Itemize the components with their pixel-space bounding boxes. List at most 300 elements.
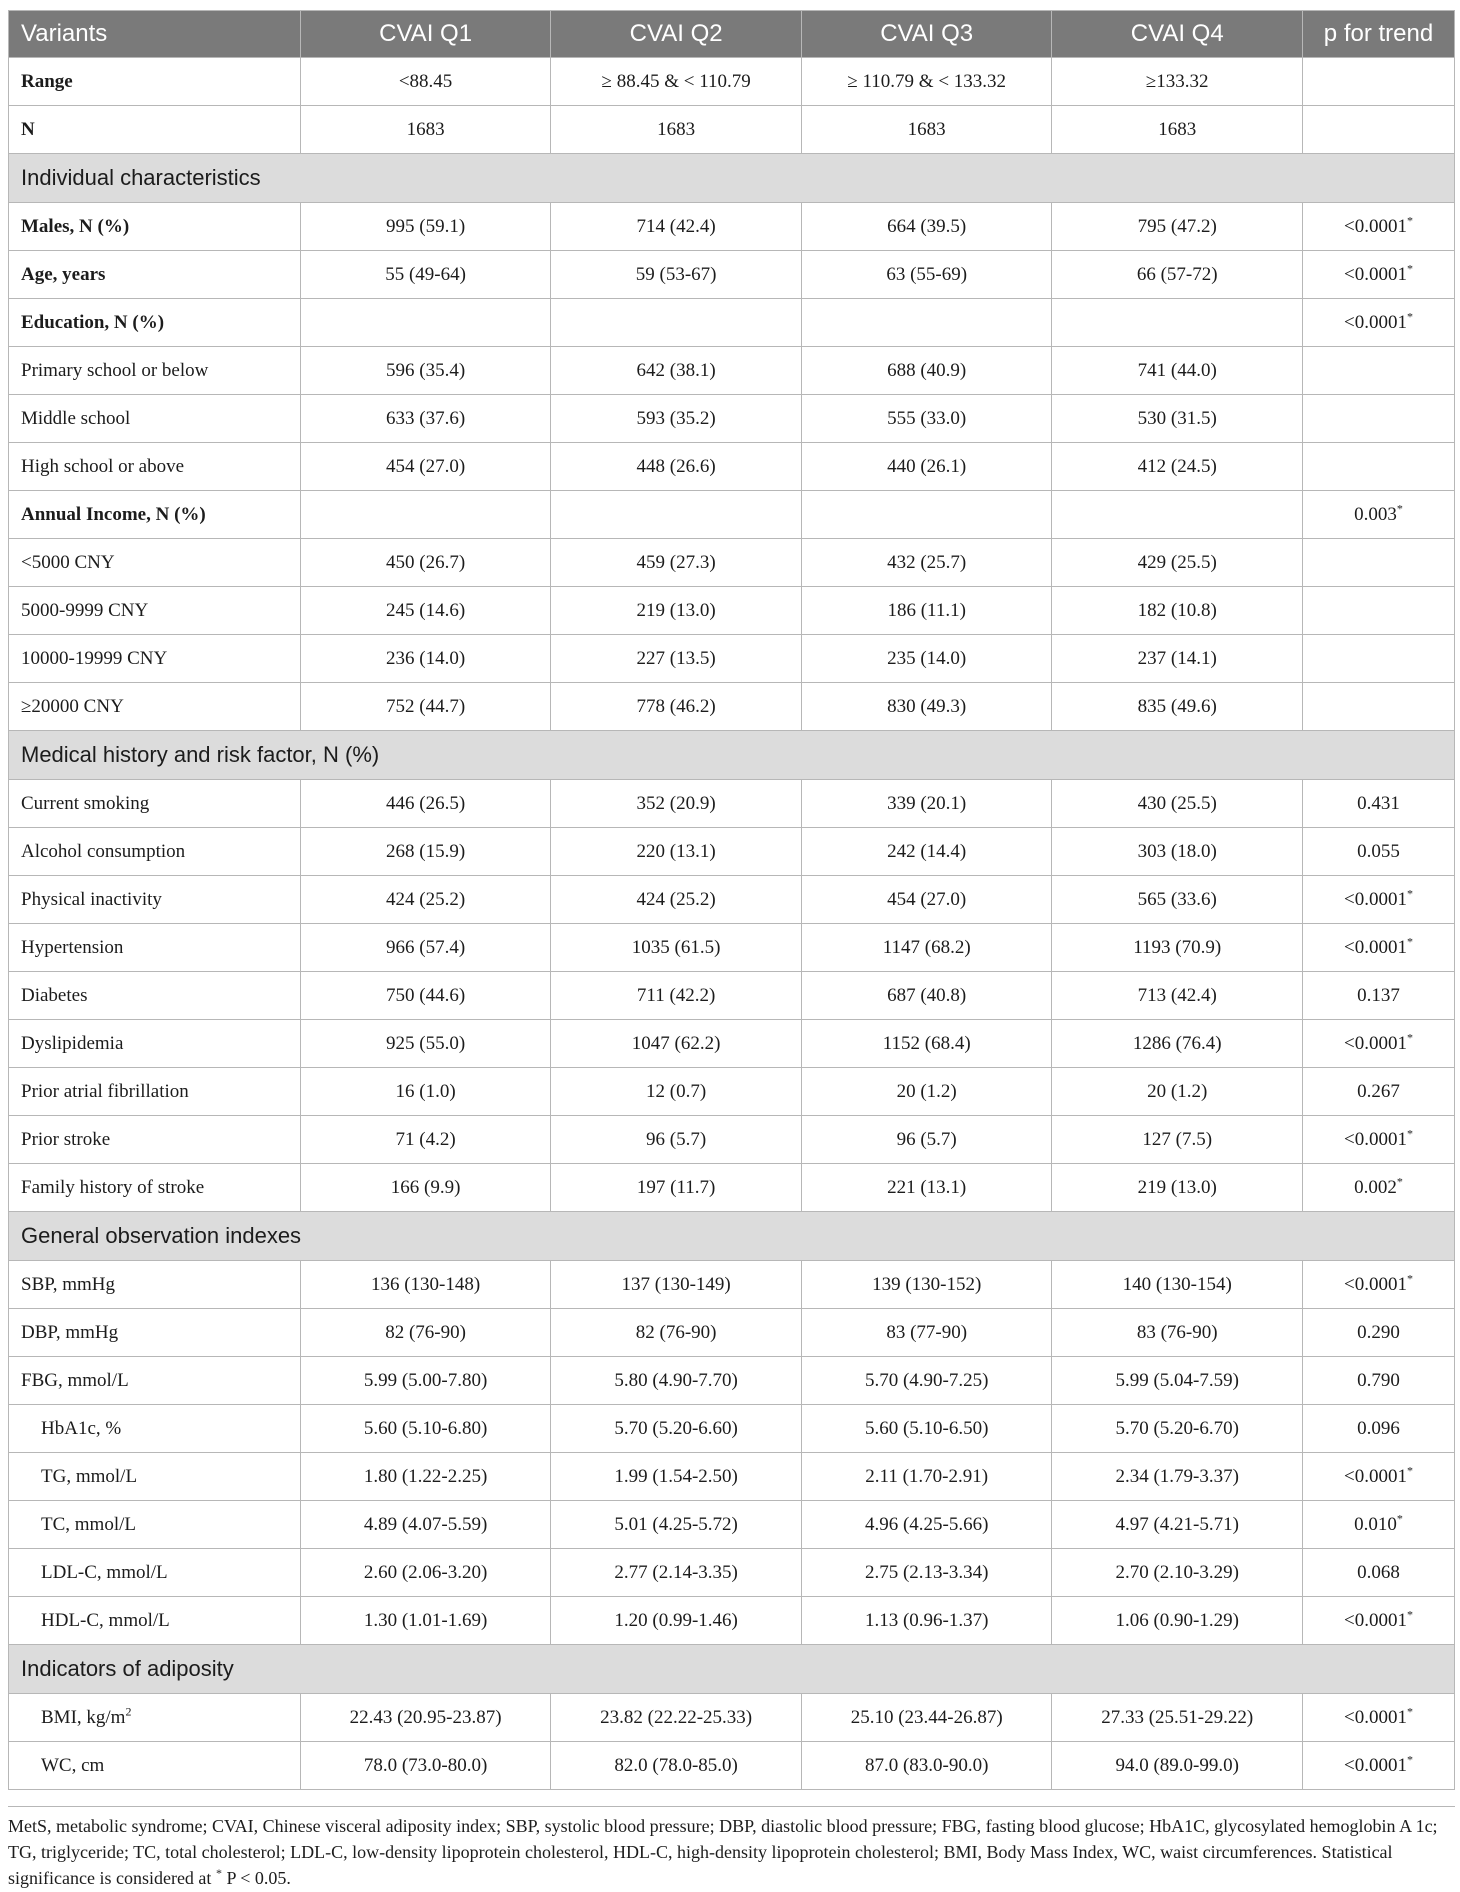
cell-cvai-q1: 1683 [300, 106, 551, 154]
section-header-row [9, 1212, 1455, 1261]
row-label-text: Range [21, 70, 73, 92]
cell-cvai-q4: ≥133.32 [1052, 58, 1303, 106]
row-label-text: Middle school [21, 407, 131, 429]
cell-p-for-trend [1303, 876, 1455, 924]
cell-cvai-q3: 830 (49.3) [801, 683, 1052, 731]
table-row [9, 1261, 1455, 1309]
cell-cvai-q4: 1.06 (0.90-1.29) [1052, 1597, 1303, 1645]
cell-cvai-q1: 5.99 (5.00-7.80) [300, 1357, 551, 1405]
cell-cvai-q2: 23.82 (22.22-25.33) [551, 1694, 802, 1742]
significance-marker: * [1406, 309, 1413, 324]
cell-cvai-q1: 1.80 (1.22-2.25) [300, 1453, 551, 1501]
row-label [9, 491, 301, 539]
cell-cvai-q2: 459 (27.3) [551, 539, 802, 587]
cell-cvai-q4: 127 (7.5) [1052, 1116, 1303, 1164]
cell-cvai-q2: 1047 (62.2) [551, 1020, 802, 1068]
cell-cvai-q1: 166 (9.9) [300, 1164, 551, 1212]
row-label [9, 587, 301, 635]
cell-p-for-trend [1303, 1261, 1455, 1309]
cell-cvai-q4: 140 (130-154) [1052, 1261, 1303, 1309]
row-label-text: Annual Income, N (%) [21, 503, 206, 525]
table-row [9, 587, 1455, 635]
cell-cvai-q1 [300, 299, 551, 347]
row-label-text: 5000-9999 CNY [21, 599, 149, 621]
cell-p-for-trend [1303, 1549, 1455, 1597]
cell-cvai-q4: 2.70 (2.10-3.29) [1052, 1549, 1303, 1597]
cell-cvai-q1: 82 (76-90) [300, 1309, 551, 1357]
row-label [9, 1116, 301, 1164]
cell-cvai-q4: 83 (76-90) [1052, 1309, 1303, 1357]
cell-cvai-q1: 136 (130-148) [300, 1261, 551, 1309]
row-label [9, 1694, 301, 1742]
p-value: <0.0001 [1344, 215, 1407, 237]
cell-cvai-q1: 22.43 (20.95-23.87) [300, 1694, 551, 1742]
row-label [9, 395, 301, 443]
section-header-row [9, 154, 1455, 203]
row-label [9, 972, 301, 1020]
row-label-text: Physical inactivity [21, 888, 162, 910]
table-row [9, 106, 1455, 154]
table-row [9, 347, 1455, 395]
row-label [9, 780, 301, 828]
table-row [9, 683, 1455, 731]
cell-cvai-q4: 237 (14.1) [1052, 635, 1303, 683]
row-label-text: Family history of stroke [21, 1176, 205, 1198]
cell-cvai-q2: 137 (130-149) [551, 1261, 802, 1309]
cell-p-for-trend [1303, 1068, 1455, 1116]
p-value: <0.0001 [1344, 263, 1407, 285]
cell-p-for-trend [1303, 1694, 1455, 1742]
cell-p-for-trend [1303, 1357, 1455, 1405]
table-row [9, 1549, 1455, 1597]
cell-cvai-q3: 139 (130-152) [801, 1261, 1052, 1309]
cell-cvai-q3: 242 (14.4) [801, 828, 1052, 876]
row-label [9, 1309, 301, 1357]
p-value: <0.0001 [1344, 936, 1407, 958]
footnote-significance-marker: * [215, 1866, 222, 1880]
row-label-superscript: 2 [125, 1704, 132, 1719]
section-title: Indicators of adiposity [9, 1645, 1455, 1694]
cell-cvai-q3: 235 (14.0) [801, 635, 1052, 683]
cell-cvai-q2: 219 (13.0) [551, 587, 802, 635]
row-label [9, 1501, 301, 1549]
table-row [9, 299, 1455, 347]
table-row [9, 1164, 1455, 1212]
cell-cvai-q1: <88.45 [300, 58, 551, 106]
p-value: <0.0001 [1344, 888, 1407, 910]
significance-marker: * [1396, 501, 1403, 516]
cell-p-for-trend [1303, 780, 1455, 828]
significance-marker: * [1396, 1174, 1403, 1189]
table-row [9, 972, 1455, 1020]
cell-cvai-q4 [1052, 299, 1303, 347]
table-row [9, 876, 1455, 924]
cell-cvai-q3: 1683 [801, 106, 1052, 154]
cell-cvai-q4: 66 (57-72) [1052, 251, 1303, 299]
row-label [9, 251, 301, 299]
row-label-text: SBP, mmHg [21, 1273, 115, 1295]
row-label-text: Current smoking [21, 792, 150, 814]
cell-p-for-trend [1303, 251, 1455, 299]
row-label [9, 1357, 301, 1405]
cell-cvai-q3: ≥ 110.79 & < 133.32 [801, 58, 1052, 106]
cell-cvai-q3: 186 (11.1) [801, 587, 1052, 635]
row-label [9, 539, 301, 587]
table-row [9, 1742, 1455, 1790]
row-label [9, 828, 301, 876]
table-row [9, 1501, 1455, 1549]
row-label-text: N [21, 118, 35, 140]
footnote-text: MetS, metabolic syndrome; CVAI, Chinese visceral adiposity index; SBP, systolic blood pressure; DBP, diastolic blood pressure; FBG, fasting blood glucose; HbA1C, glycosylated hemoglobin A 1c; TG, triglyceride; TC, total cholesterol; LDL-C, low-density lipoprotein cholesterol, HDL-C, high-density lipoprotein cholesterol; BMI, Body Mass Index, WC, waist circumferences. Statistical significance is considered at [8, 1816, 1438, 1888]
cell-cvai-q1: 55 (49-64) [300, 251, 551, 299]
cell-cvai-q2 [551, 491, 802, 539]
cell-p-for-trend [1303, 1453, 1455, 1501]
cell-p-for-trend [1303, 924, 1455, 972]
cell-cvai-q4: 795 (47.2) [1052, 203, 1303, 251]
p-value: <0.0001 [1344, 1128, 1407, 1150]
cell-cvai-q2: 5.01 (4.25-5.72) [551, 1501, 802, 1549]
cell-cvai-q3: 83 (77-90) [801, 1309, 1052, 1357]
cell-cvai-q1 [300, 491, 551, 539]
cell-cvai-q4: 219 (13.0) [1052, 1164, 1303, 1212]
significance-marker: * [1406, 934, 1413, 949]
header-cvai-q2: CVAI Q2 [551, 11, 802, 58]
cell-p-for-trend [1303, 203, 1455, 251]
cell-cvai-q1: 966 (57.4) [300, 924, 551, 972]
cell-cvai-q4: 430 (25.5) [1052, 780, 1303, 828]
cell-cvai-q2: 448 (26.6) [551, 443, 802, 491]
cell-cvai-q2: 714 (42.4) [551, 203, 802, 251]
cell-cvai-q1: 750 (44.6) [300, 972, 551, 1020]
cell-cvai-q2: 352 (20.9) [551, 780, 802, 828]
cell-p-for-trend [1303, 1405, 1455, 1453]
table-footnote [8, 1806, 1455, 1891]
cell-cvai-q3: 87.0 (83.0-90.0) [801, 1742, 1052, 1790]
baseline-characteristics-table [8, 10, 1455, 1790]
cell-cvai-q2: 82 (76-90) [551, 1309, 802, 1357]
cell-cvai-q1: 1.30 (1.01-1.69) [300, 1597, 551, 1645]
row-label [9, 106, 301, 154]
cell-cvai-q3: 687 (40.8) [801, 972, 1052, 1020]
cell-cvai-q3: 2.11 (1.70-2.91) [801, 1453, 1052, 1501]
significance-marker: * [1396, 1511, 1403, 1526]
cell-cvai-q3: 664 (39.5) [801, 203, 1052, 251]
row-label [9, 1164, 301, 1212]
cell-p-for-trend [1303, 539, 1455, 587]
section-title: General observation indexes [9, 1212, 1455, 1261]
row-label-text: WC, cm [41, 1754, 105, 1776]
table-row [9, 1453, 1455, 1501]
cell-cvai-q1: 5.60 (5.10-6.80) [300, 1405, 551, 1453]
row-label-text: 10000-19999 CNY [21, 647, 168, 669]
cell-cvai-q1: 16 (1.0) [300, 1068, 551, 1116]
row-label-text: Males, N (%) [21, 215, 130, 237]
p-value: 0.790 [1357, 1369, 1400, 1391]
cell-cvai-q3: 5.70 (4.90-7.25) [801, 1357, 1052, 1405]
cell-cvai-q1: 4.89 (4.07-5.59) [300, 1501, 551, 1549]
cell-p-for-trend [1303, 491, 1455, 539]
cell-cvai-q3: 4.96 (4.25-5.66) [801, 1501, 1052, 1549]
cell-p-for-trend [1303, 347, 1455, 395]
table-row [9, 780, 1455, 828]
cell-p-for-trend [1303, 1116, 1455, 1164]
cell-p-for-trend [1303, 106, 1455, 154]
row-label [9, 635, 301, 683]
row-label-text: Prior atrial fibrillation [21, 1080, 189, 1102]
row-label-text: Primary school or below [21, 359, 209, 381]
significance-marker: * [1406, 1704, 1413, 1719]
cell-cvai-q1: 2.60 (2.06-3.20) [300, 1549, 551, 1597]
cell-cvai-q2: 1035 (61.5) [551, 924, 802, 972]
cell-cvai-q4: 27.33 (25.51-29.22) [1052, 1694, 1303, 1742]
cell-cvai-q1: 245 (14.6) [300, 587, 551, 635]
significance-marker: * [1406, 213, 1413, 228]
cell-cvai-q4: 412 (24.5) [1052, 443, 1303, 491]
cell-cvai-q2: 5.80 (4.90-7.70) [551, 1357, 802, 1405]
row-label [9, 1261, 301, 1309]
p-value: <0.0001 [1344, 1465, 1407, 1487]
cell-cvai-q3: 339 (20.1) [801, 780, 1052, 828]
cell-cvai-q1: 71 (4.2) [300, 1116, 551, 1164]
table-body [9, 58, 1455, 1790]
header-p-for-trend: p for trend [1303, 11, 1455, 58]
cell-cvai-q4: 20 (1.2) [1052, 1068, 1303, 1116]
row-label [9, 1597, 301, 1645]
cell-cvai-q4: 4.97 (4.21-5.71) [1052, 1501, 1303, 1549]
row-label [9, 1453, 301, 1501]
cell-cvai-q2: 220 (13.1) [551, 828, 802, 876]
table-row [9, 1309, 1455, 1357]
cell-p-for-trend [1303, 587, 1455, 635]
p-value: <0.0001 [1344, 1706, 1407, 1728]
header-cvai-q1: CVAI Q1 [300, 11, 551, 58]
p-value: <0.0001 [1344, 311, 1407, 333]
cell-p-for-trend [1303, 635, 1455, 683]
cell-cvai-q2: 1.99 (1.54-2.50) [551, 1453, 802, 1501]
section-header-row [9, 731, 1455, 780]
p-value: 0.290 [1357, 1321, 1400, 1343]
row-label [9, 203, 301, 251]
significance-marker: * [1406, 1752, 1413, 1767]
table-row [9, 924, 1455, 972]
row-label [9, 1405, 301, 1453]
significance-marker: * [1406, 1126, 1413, 1141]
cell-cvai-q1: 454 (27.0) [300, 443, 551, 491]
row-label [9, 924, 301, 972]
p-value: <0.0001 [1344, 1273, 1407, 1295]
table-row [9, 395, 1455, 443]
cell-cvai-q4: 429 (25.5) [1052, 539, 1303, 587]
row-label-text: ≥20000 CNY [21, 695, 124, 717]
cell-cvai-q2: 1.20 (0.99-1.46) [551, 1597, 802, 1645]
table-row [9, 1694, 1455, 1742]
table-row [9, 491, 1455, 539]
cell-cvai-q4: 1683 [1052, 106, 1303, 154]
cell-p-for-trend [1303, 58, 1455, 106]
cell-cvai-q1: 424 (25.2) [300, 876, 551, 924]
cell-p-for-trend [1303, 1020, 1455, 1068]
cell-cvai-q2: 96 (5.7) [551, 1116, 802, 1164]
cell-cvai-q4: 530 (31.5) [1052, 395, 1303, 443]
footnote-text-end: P < 0.05. [221, 1868, 291, 1888]
cell-p-for-trend [1303, 395, 1455, 443]
p-value: <0.0001 [1344, 1754, 1407, 1776]
row-label-text: FBG, mmol/L [21, 1369, 129, 1391]
row-label-text: High school or above [21, 455, 185, 477]
significance-marker: * [1406, 886, 1413, 901]
p-value: 0.096 [1357, 1417, 1400, 1439]
cell-p-for-trend [1303, 1501, 1455, 1549]
characteristics-table-container [8, 10, 1455, 1790]
row-label [9, 876, 301, 924]
cell-cvai-q3 [801, 491, 1052, 539]
table-row [9, 251, 1455, 299]
table-row [9, 1068, 1455, 1116]
cell-cvai-q1: 236 (14.0) [300, 635, 551, 683]
row-label-text: TC, mmol/L [41, 1513, 136, 1535]
row-label-text: TG, mmol/L [41, 1465, 138, 1487]
row-label-text: DBP, mmHg [21, 1321, 119, 1343]
cell-cvai-q3: 25.10 (23.44-26.87) [801, 1694, 1052, 1742]
row-label [9, 58, 301, 106]
cell-cvai-q1: 78.0 (73.0-80.0) [300, 1742, 551, 1790]
header-cvai-q4: CVAI Q4 [1052, 11, 1303, 58]
section-header-row [9, 1645, 1455, 1694]
significance-marker: * [1406, 1271, 1413, 1286]
cell-cvai-q3: 63 (55-69) [801, 251, 1052, 299]
row-label-text: LDL-C, mmol/L [41, 1561, 168, 1583]
p-value: <0.0001 [1344, 1609, 1407, 1631]
p-value: 0.137 [1357, 984, 1400, 1006]
p-value: 0.068 [1357, 1561, 1400, 1583]
cell-cvai-q3: 688 (40.9) [801, 347, 1052, 395]
row-label-text: Hypertension [21, 936, 124, 958]
cell-p-for-trend [1303, 1742, 1455, 1790]
cell-cvai-q2: 424 (25.2) [551, 876, 802, 924]
cell-cvai-q2: 59 (53-67) [551, 251, 802, 299]
cell-cvai-q3: 96 (5.7) [801, 1116, 1052, 1164]
cell-cvai-q2: 197 (11.7) [551, 1164, 802, 1212]
row-label [9, 1020, 301, 1068]
table-row [9, 1020, 1455, 1068]
row-label-text: HbA1c, % [41, 1417, 122, 1439]
row-label-text: Dyslipidemia [21, 1032, 124, 1054]
significance-marker: * [1406, 1463, 1413, 1478]
table-row [9, 539, 1455, 587]
cell-cvai-q3: 221 (13.1) [801, 1164, 1052, 1212]
cell-cvai-q4: 94.0 (89.0-99.0) [1052, 1742, 1303, 1790]
row-label-text: Age, years [21, 263, 106, 285]
cell-cvai-q1: 446 (26.5) [300, 780, 551, 828]
cell-cvai-q4: 713 (42.4) [1052, 972, 1303, 1020]
cell-cvai-q3: 1152 (68.4) [801, 1020, 1052, 1068]
cell-cvai-q3: 1.13 (0.96-1.37) [801, 1597, 1052, 1645]
cell-p-for-trend [1303, 299, 1455, 347]
cell-cvai-q4: 303 (18.0) [1052, 828, 1303, 876]
row-label-text: <5000 CNY [21, 551, 115, 573]
cell-p-for-trend [1303, 683, 1455, 731]
significance-marker: * [1406, 261, 1413, 276]
cell-cvai-q3: 5.60 (5.10-6.50) [801, 1405, 1052, 1453]
cell-cvai-q4: 565 (33.6) [1052, 876, 1303, 924]
table-row [9, 828, 1455, 876]
cell-cvai-q2: ≥ 88.45 & < 110.79 [551, 58, 802, 106]
cell-p-for-trend [1303, 1597, 1455, 1645]
p-value: 0.431 [1357, 792, 1400, 814]
row-label-text: HDL-C, mmol/L [41, 1609, 170, 1631]
table-header-row [9, 11, 1455, 58]
cell-cvai-q1: 596 (35.4) [300, 347, 551, 395]
table-row [9, 1357, 1455, 1405]
p-value: 0.055 [1357, 840, 1400, 862]
cell-cvai-q3: 440 (26.1) [801, 443, 1052, 491]
cell-p-for-trend [1303, 1164, 1455, 1212]
cell-cvai-q4: 182 (10.8) [1052, 587, 1303, 635]
cell-cvai-q2: 1683 [551, 106, 802, 154]
p-value: 0.003 [1354, 503, 1397, 525]
cell-cvai-q4: 835 (49.6) [1052, 683, 1303, 731]
row-label-text: BMI, kg/m [41, 1706, 126, 1728]
cell-cvai-q2 [551, 299, 802, 347]
cell-p-for-trend [1303, 443, 1455, 491]
row-label [9, 1068, 301, 1116]
p-value: 0.010 [1354, 1513, 1397, 1535]
table-row [9, 1116, 1455, 1164]
cell-cvai-q4: 741 (44.0) [1052, 347, 1303, 395]
p-value: <0.0001 [1344, 1032, 1407, 1054]
row-label-text: Diabetes [21, 984, 88, 1006]
header-variants: Variants [9, 11, 301, 58]
cell-cvai-q1: 925 (55.0) [300, 1020, 551, 1068]
cell-cvai-q1: 752 (44.7) [300, 683, 551, 731]
cell-cvai-q3: 454 (27.0) [801, 876, 1052, 924]
row-label-text: Prior stroke [21, 1128, 111, 1150]
cell-cvai-q3: 1147 (68.2) [801, 924, 1052, 972]
cell-cvai-q2: 593 (35.2) [551, 395, 802, 443]
row-label [9, 443, 301, 491]
cell-cvai-q2: 12 (0.7) [551, 1068, 802, 1116]
cell-cvai-q3: 2.75 (2.13-3.34) [801, 1549, 1052, 1597]
significance-marker: * [1406, 1030, 1413, 1045]
p-value: 0.267 [1357, 1080, 1400, 1102]
cell-cvai-q3: 555 (33.0) [801, 395, 1052, 443]
table-row [9, 1405, 1455, 1453]
table-row [9, 635, 1455, 683]
cell-cvai-q1: 633 (37.6) [300, 395, 551, 443]
cell-cvai-q3: 20 (1.2) [801, 1068, 1052, 1116]
table-row [9, 443, 1455, 491]
cell-cvai-q2: 82.0 (78.0-85.0) [551, 1742, 802, 1790]
table-row [9, 58, 1455, 106]
row-label [9, 683, 301, 731]
cell-p-for-trend [1303, 972, 1455, 1020]
cell-cvai-q2: 778 (46.2) [551, 683, 802, 731]
cell-cvai-q4: 5.99 (5.04-7.59) [1052, 1357, 1303, 1405]
cell-cvai-q3: 432 (25.7) [801, 539, 1052, 587]
cell-cvai-q4: 2.34 (1.79-3.37) [1052, 1453, 1303, 1501]
row-label [9, 347, 301, 395]
row-label [9, 1549, 301, 1597]
row-label [9, 1742, 301, 1790]
cell-cvai-q4 [1052, 491, 1303, 539]
cell-cvai-q4: 1193 (70.9) [1052, 924, 1303, 972]
row-label-text: Education, N (%) [21, 311, 165, 333]
section-title: Medical history and risk factor, N (%) [9, 731, 1455, 780]
row-label-text: Alcohol consumption [21, 840, 186, 862]
section-title: Individual characteristics [9, 154, 1455, 203]
cell-cvai-q4: 1286 (76.4) [1052, 1020, 1303, 1068]
cell-cvai-q2: 2.77 (2.14-3.35) [551, 1549, 802, 1597]
